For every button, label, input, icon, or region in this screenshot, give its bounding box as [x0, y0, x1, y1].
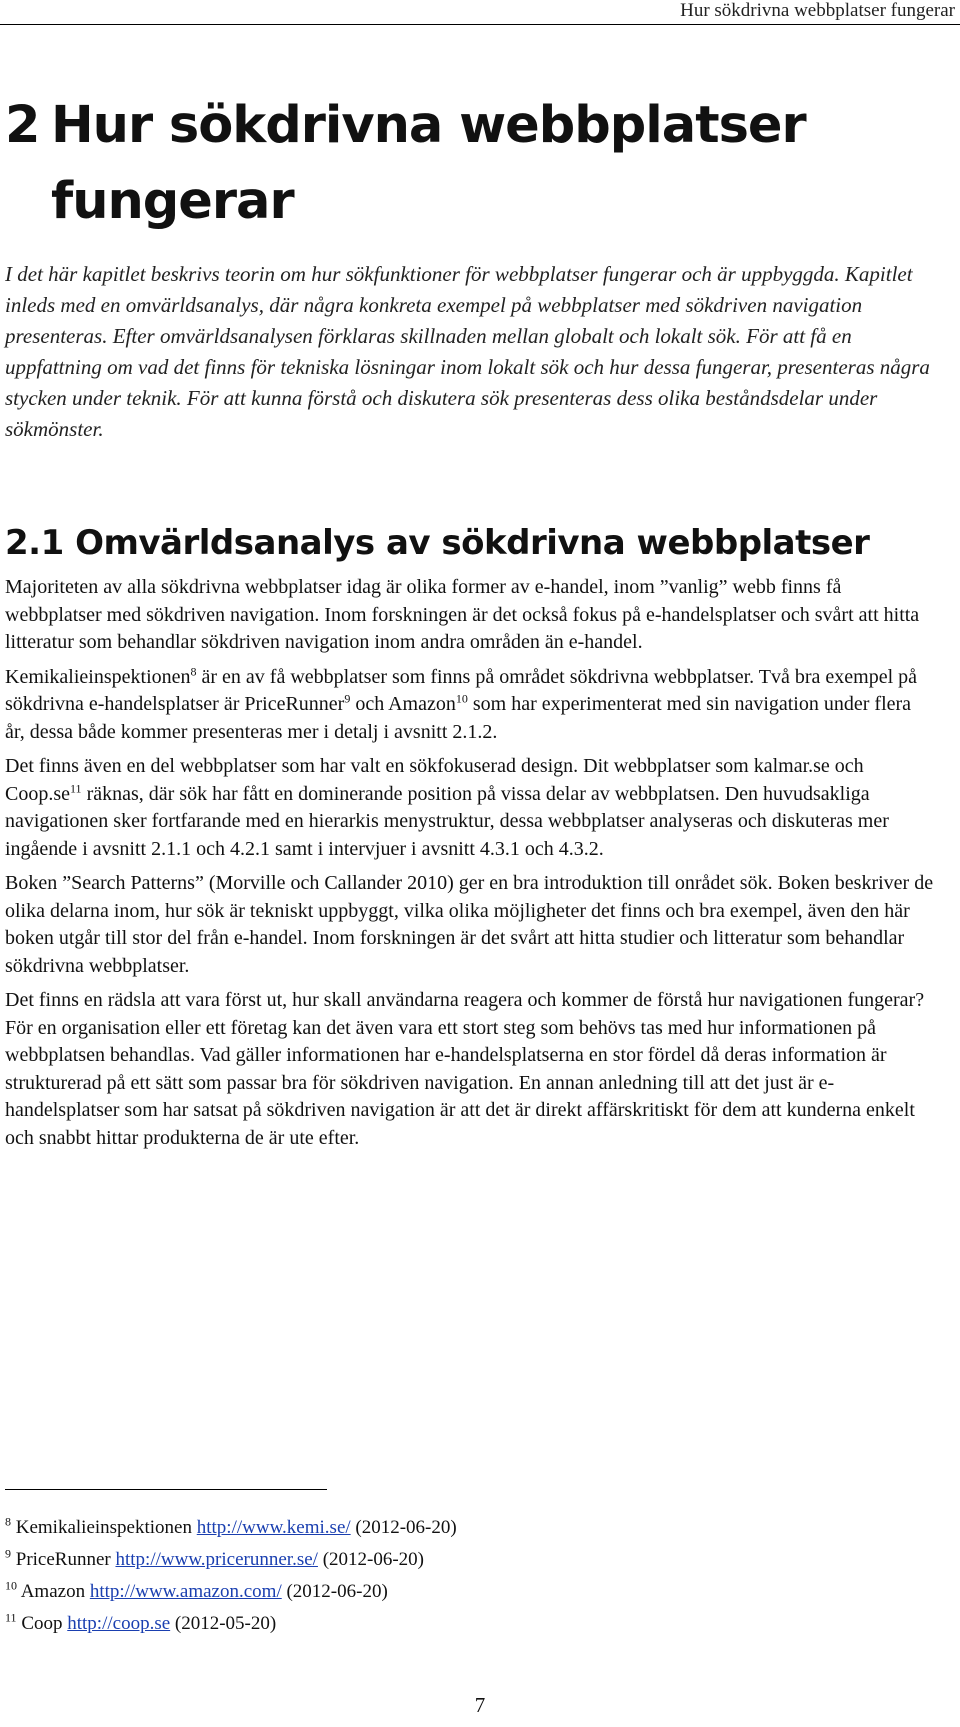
chapter-title-line1: Hur sökdrivna webbplatser	[51, 96, 806, 155]
footnote-item	[5, 1576, 805, 1608]
footnote-ref-9[interactable]: 9	[344, 691, 351, 706]
footnote-text: Coop	[21, 1613, 68, 1634]
footnote-text: Amazon	[20, 1581, 90, 1602]
footnote-link[interactable]: http://www.pricerunner.se/	[115, 1549, 318, 1570]
chapter-number: 2	[5, 96, 40, 155]
footnote-date: (2012-06-20)	[317, 1549, 424, 1570]
text-segment: Det finns även en del webbplatser som har valt en sökfokuserad design. Dit webbplatser som kalmar.se och Coop.se	[5, 755, 864, 805]
footnote-ref-10[interactable]: 10	[455, 691, 468, 706]
text-segment: och Amazon	[350, 693, 456, 715]
paragraph-3	[5, 753, 935, 863]
footnote-date: (2012-06-20)	[281, 1581, 388, 1602]
paragraph-5: Det finns en rädsla att vara först ut, hur skall användarna reagera och kommer de förstå hur navigationen fungerar? För en organisation eller ett företag kan det även vara ett stort steg som behövs tas med hur informationen på webbplatsen behandlas. Vad gäller informationen har e-handelsplatserna en stor fördel då deras information är strukturerad på ett sätt som passar bra för sökdriven navigation. En annan anledning till att det just är e-handelsplatser som har satsat på sökdriven navigation är att det är direkt affärskritiskt för dem att kunderna enkelt och snabbt hittar produkterna de är ute efter.	[5, 989, 925, 1149]
footnote-link[interactable]: http://coop.se	[67, 1613, 171, 1634]
text-segment: räknas, där sök har fått en dominerande position på vissa delar av webbplatsen. Den huvudsakliga navigationen sker fortfarande med en hierarkis menystruktur, dessa webbplatser analyseras och diskuteras mer ingående i avsnitt 2.1.1 och 4.2.1 samt i intervjuer i avsnitt 4.3.1 och 4.3.2.	[5, 782, 889, 860]
text-segment: Kemikalieinspektionen	[5, 665, 191, 688]
footnote-text: Kemikalieinspektionen	[15, 1517, 197, 1538]
footnote-date: (2012-05-20)	[170, 1613, 277, 1634]
page-header	[0, 0, 960, 25]
footnotes	[5, 1512, 805, 1640]
footnote-date: (2012-06-20)	[350, 1517, 457, 1538]
footnote-ref-11[interactable]: 11	[70, 780, 82, 795]
chapter-title-line2: fungerar	[51, 172, 294, 231]
footnote-link[interactable]: http://www.amazon.com/	[89, 1581, 282, 1602]
footnote-item	[5, 1608, 805, 1640]
footnote-number: 10	[5, 1578, 17, 1593]
text-segment: som har experimenterat med sin navigation under flera år, dessa både kommer presenteras mer i detalj i avsnitt 2.1.2.	[5, 693, 912, 743]
footnote-link[interactable]: http://www.kemi.se/	[196, 1517, 351, 1538]
chapter-intro: I det här kapitlet beskrivs teorin om hur sökfunktioner för webbplatser fungerar och är uppbyggda. Kapitlet inleds med en omvärldsanalys, där några konkreta exempel på webbplatser med sökdriven navigation presenteras. Efter omvärldsanalysen förklaras skillnaden mellan globalt och lokalt sök. För att få en uppfattning om vad det finns för tekniska lösningar inom lokalt sök och hur dessa fungerar, presenteras några stycken under teknik. För att kunna förstå och diskutera sök presenteras dess olika beståndsdelar under sökmönster.	[5, 262, 930, 441]
footnote-number: 9	[5, 1546, 11, 1561]
footnote-text: PriceRunner	[15, 1549, 116, 1570]
running-title: Hur sökdrivna webbplatser fungerar	[680, 0, 955, 21]
section-body	[5, 574, 935, 1159]
paragraph-4: Boken ”Search Patterns” (Morville och Callander 2010) ger en bra introduktion till onrådet sök. Boken beskriver de olika delarna inom, hur sök är tekniskt uppbyggt, vilka olika möjligheter det finns och bra exempel, även den här boken utgår till stor del från e-handel. Inom forskningen är det svårt att hitta studier och litteratur som behandlar sökdrivna webbplatser.	[5, 872, 934, 977]
footnote-number: 11	[5, 1610, 17, 1625]
page-number: 7	[474, 1693, 486, 1717]
text-segment: är en av få webbplatser som finns på området sökdrivna webbplatser. Två bra exempel på sökdrivna e-handelsplatser är PriceRunner	[5, 665, 918, 715]
footnote-item	[5, 1544, 805, 1576]
paragraph-1: Majoriteten av alla sökdrivna webbplatser idag är olika former av e-handel, inom ”vanlig” webb finns få webbplatser med sökdriven navigation. Inom forskningen är det också fokus på e-handelsplatser och svårt att hitta litteratur som behandlar sökdriven navigation inom andra områden än e-handel.	[5, 576, 920, 653]
footnote-number: 8	[5, 1514, 11, 1529]
chapter-title	[5, 88, 806, 240]
footnote-item	[5, 1512, 805, 1544]
footnote-ref-8[interactable]: 8	[190, 663, 197, 678]
paragraph-2	[5, 664, 935, 747]
footnote-separator	[5, 1489, 327, 1490]
section-heading: 2.1 Omvärldsanalys av sökdrivna webbplatser	[5, 523, 870, 563]
